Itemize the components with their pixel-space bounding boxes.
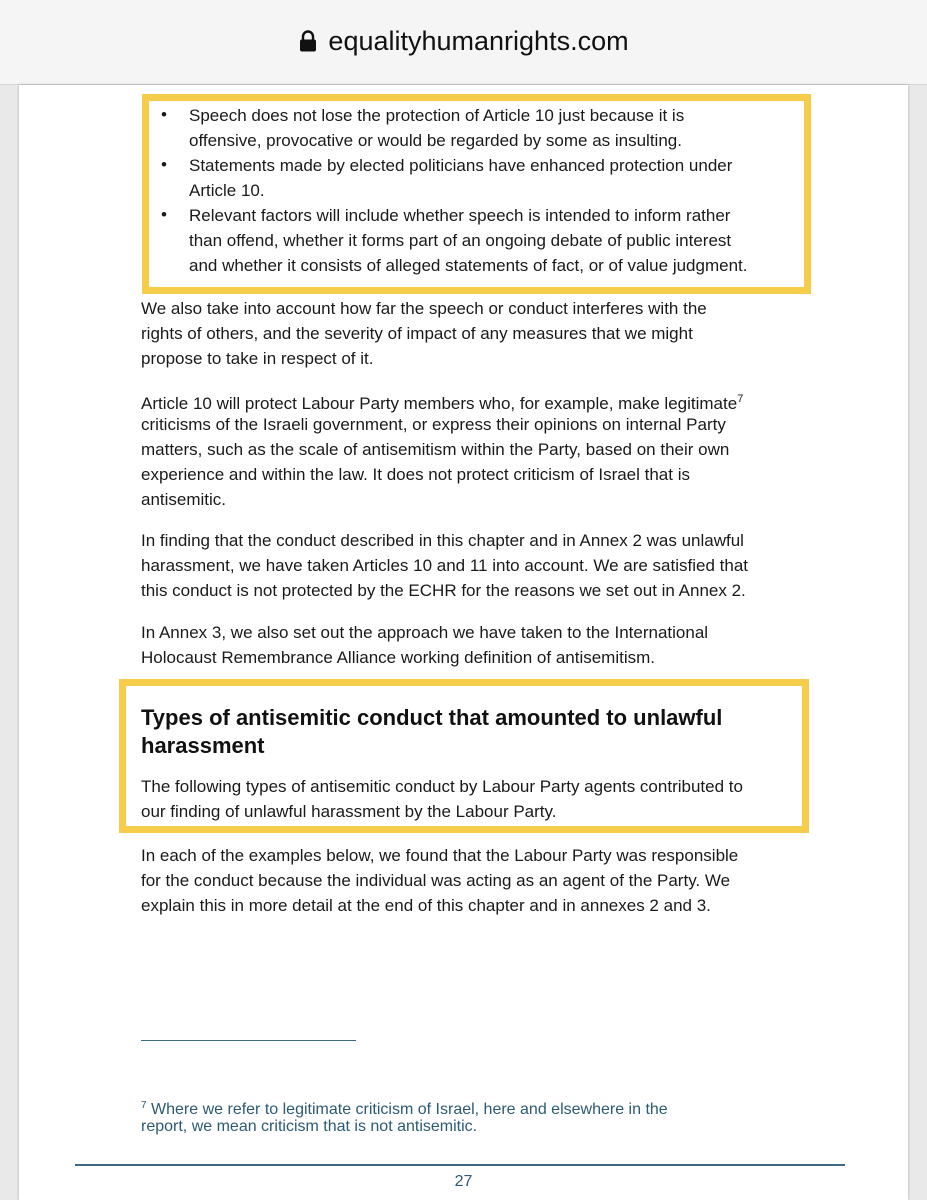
footer-divider [75,1164,845,1166]
browser-address-bar[interactable] [0,0,927,85]
page-number: 27 [454,1173,473,1190]
bullet-marker: • [161,205,167,224]
bullet-1-line-1: Speech does not lose the protection of Article 10 just because it is [189,106,685,125]
paragraph-1-line-2: rights of others, and the severity of impact of any measures that we might [141,324,693,343]
paragraph-2-line-3: matters, such as the scale of antisemitism within the Party, based on their own [141,440,730,459]
paragraph-2-line-5: antisemitic. [141,490,227,509]
paragraph-1-line-1: We also take into account how far the speech or conduct interferes with the [141,299,707,318]
paragraph-6-line-3: explain this in more detail at the end of this chapter and in annexes 2 and 3. [141,896,711,915]
paragraph-2-line-1: Article 10 will protect Labour Party members who, for example, make legitimate$^7$ [141,393,744,413]
section-heading-line-2: harassment [141,733,265,758]
paragraph-6-line-1: In each of the examples below, we found that the Labour Party was responsible [141,846,739,865]
paragraph-3-line-3: this conduct is not protected by the ECHR for the reasons we set out in Annex 2. [141,581,746,600]
bullet-3-line-2: than offend, whether it forms part of an ongoing debate of public interest [189,231,732,250]
url-display[interactable] [0,26,927,57]
url-text: equalityhumanrights.com [328,26,629,56]
bullet-marker: • [161,155,167,174]
bullet-2-line-1: Statements made by elected politicians have enhanced protection under [189,156,733,175]
footnote-number: 7 [141,1100,147,1111]
bullet-2-line-2: Article 10. [189,181,265,200]
footnote-line-1: $^7$ Where we refer to legitimate criticism of Israel, here and elsewhere in the [141,1100,668,1118]
footnote-reference[interactable]: 7 [737,393,744,405]
paragraph-4-line-1: In Annex 3, we also set out the approach we have taken to the International [141,623,709,642]
paragraph-5-line-2: our finding of unlawful harassment by the Labour Party. [141,802,557,821]
section-heading-line-1: Types of antisemitic conduct that amounted to unlawful [141,705,723,730]
footnote-line-2: report, we mean criticism that is not antisemitic. [141,1118,478,1135]
bullet-1-line-2: offensive, provocative or would be regarded by some as insulting. [189,131,682,150]
paragraph-4-line-2: Holocaust Remembrance Alliance working definition of antisemitism. [141,648,656,667]
paragraph-2-line-2: criticisms of the Israeli government, or express their opinions on internal Party [141,415,726,434]
bullet-3-line-1: Relevant factors will include whether speech is intended to inform rather [189,206,731,225]
paragraph-3-line-2: harassment, we have taken Articles 10 and 11 into account. We are satisfied that [141,556,748,575]
paragraph-1-line-3: propose to take in respect of it. [141,349,374,368]
lock-icon [298,30,318,52]
paragraph-3-line-1: In finding that the conduct described in this chapter and in Annex 2 was unlawful [141,531,744,550]
paragraph-6-line-2: for the conduct because the individual was acting as an agent of the Party. We [141,871,731,890]
document-page [19,85,908,1200]
paragraph-5-line-1: The following types of antisemitic conduct by Labour Party agents contributed to [141,777,743,796]
bullet-3-line-3: and whether it consists of alleged statements of fact, or of value judgment. [189,256,748,275]
paragraph-2-line-4: experience and within the law. It does not protect criticism of Israel that is [141,465,690,484]
bullet-marker: • [161,105,167,124]
footnote-divider [141,1040,356,1041]
